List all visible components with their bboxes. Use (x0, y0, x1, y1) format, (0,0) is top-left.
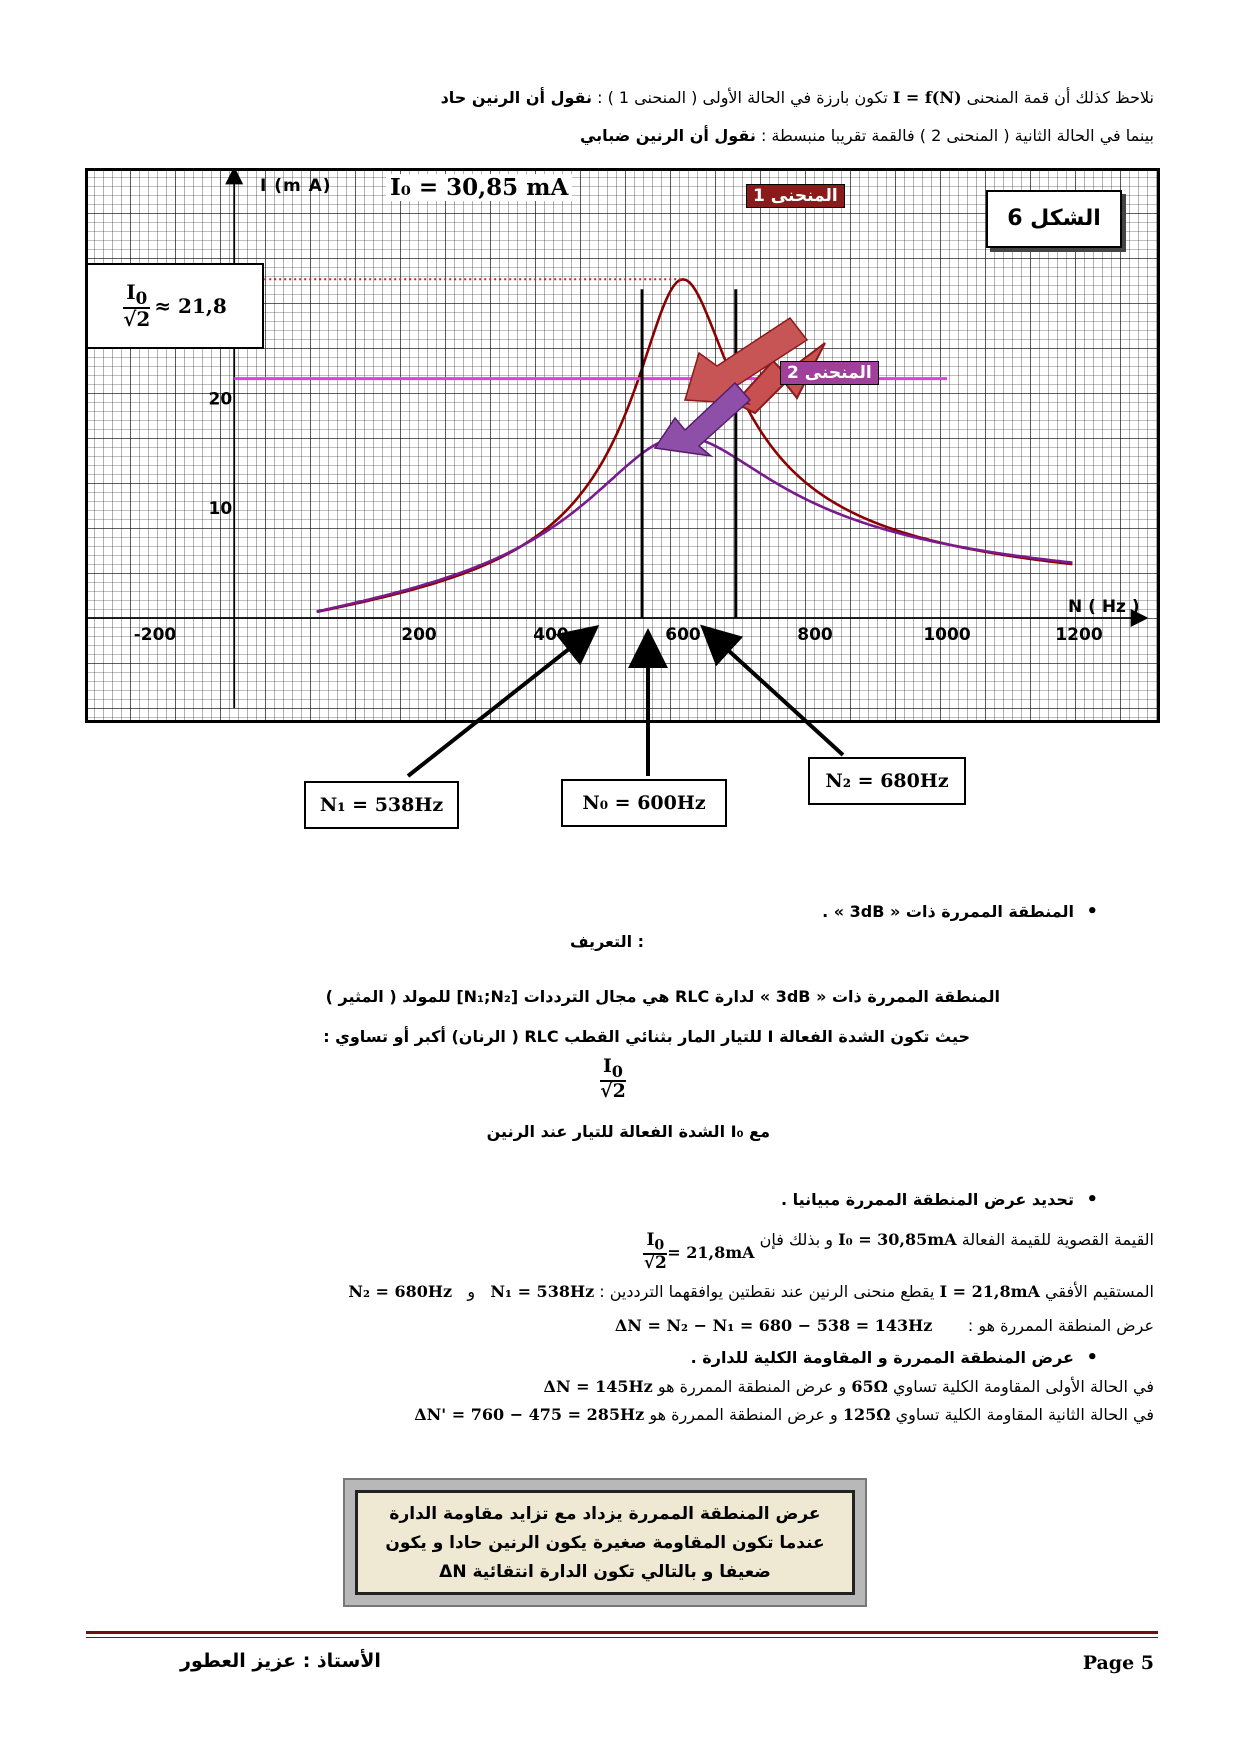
author: الأستاذ : عزيز العطور (180, 1650, 381, 1672)
section3-line-1: في الحالة الأولى المقاومة الكلية تساوي 65Ω و عرض المنطقة الممررة هو ΔN = 145Hz (543, 1377, 1154, 1396)
summary-line-1: عرض المنطقة الممررة يزداد مع تزايد مقاومة الدارة (389, 1504, 821, 1524)
summary-line-3: ΔN ضعيفا و بالتالي تكون الدارة انتقائية (439, 1562, 771, 1582)
definition-fraction: $\frac{I_0}{√2}$ (600, 1055, 626, 1103)
ratio-box (86, 263, 264, 349)
x-tick-label: 400 (533, 625, 569, 645)
section3-heading: • عرض المنطقة الممررة و المقاومة الكلية للدارة . (690, 1347, 1098, 1368)
n1-box: N₁ = 538Hz (304, 781, 459, 829)
section2-line-2: المستقيم الأفقي I = 21,8mA يقطع منحنى الرنين عند نقطتين يوافقهما الترددين : N₁ = 538Hz و N₂ = 680Hz (348, 1282, 1154, 1301)
n2-box: N₂ = 680Hz (808, 757, 966, 805)
footer-divider (86, 1631, 1158, 1634)
x-tick-label: 200 (401, 625, 437, 645)
y-axis-label: I (m A) (260, 176, 332, 196)
summary-line-2: عندما تكون المقاومة صغيرة يكون الرنين حادا و يكون (385, 1533, 825, 1553)
x-tick-label: -200 (133, 625, 177, 645)
x-tick-label: 600 (665, 625, 701, 645)
y-tick-label: 10 (208, 499, 233, 520)
section2-line-3: عرض المنطقة الممررة هو : ΔN = N₂ − N₁ = 680 − 538 = 143Hz (614, 1316, 1154, 1335)
intro-line-2: بينما في الحالة الثانية ( المنحنى 2 ) فالقمة تقريبا منبسطة : نقول أن الرنين ضبابي (579, 126, 1154, 145)
footer-divider-thin (86, 1637, 1158, 1638)
x-tick-label: 1200 (1055, 625, 1103, 645)
definition-title: التعريف : (570, 932, 645, 951)
n1-arrow (408, 630, 593, 776)
section3-line-2: في الحالة الثانية المقاومة الكلية تساوي 125Ω و عرض المنطقة الممررة هو ΔN' = 760 − 475 = 285Hz (414, 1405, 1154, 1424)
ratio-value: ≈ 21,8 (154, 294, 227, 318)
curve2-label: المنحنى 2 (780, 361, 879, 385)
x-tick-label: 1000 (923, 625, 971, 645)
definition-line-1: المنطقة الممررة ذات « 3dB » لدارة RLC هي مجال الترددات [N₁;N₂] للمولد ( المثير ) (325, 987, 1000, 1006)
i0-annotation: I₀ = 30,85 mA (386, 174, 572, 201)
summary-box (355, 1490, 855, 1595)
n0-box: N₀ = 600Hz (561, 779, 727, 827)
i0-over-root2: $\frac{I_0}{√2}$ (123, 279, 151, 332)
curve1-label: المنحنى 1 (746, 184, 845, 208)
n2-arrow (706, 630, 843, 755)
bullet: • (1073, 901, 1098, 922)
bullet: • (1073, 1347, 1098, 1368)
section2-line-1: القيمة القصوية للقيمة الفعالة I₀ = 30,85mA و بذلك فإن $\frac{I_0}{√2}$ = 21,8mA (643, 1230, 1154, 1274)
definition-line-3: مع I₀ الشدة الفعالة للتيار عند الرنين (486, 1122, 770, 1141)
definition-line-2: حيث تكون الشدة الفعالة I للتيار المار بثنائي القطب RLC ( الرنان) أكبر أو تساوي : (323, 1027, 970, 1046)
y-tick-label: 20 (208, 389, 233, 410)
x-tick-label: 800 (797, 625, 833, 645)
page-number: Page 5 (1082, 1652, 1154, 1674)
figure-title: الشكل 6 (986, 190, 1122, 248)
bullet: • (1073, 1189, 1098, 1210)
section1-heading: • المنطقة الممررة ذات « 3dB » . (822, 901, 1098, 922)
x-axis-label: N ( Hz ) (1068, 597, 1140, 617)
section2-heading: • تحديد عرض المنطقة الممررة مبيانيا . (780, 1189, 1098, 1210)
intro-line-1: نلاحظ كذلك أن قمة المنحنى I = f(N) تكون بارزة في الحالة الأولى ( المنحنى 1 ) : نقول أن الرنين حاد (440, 88, 1154, 107)
